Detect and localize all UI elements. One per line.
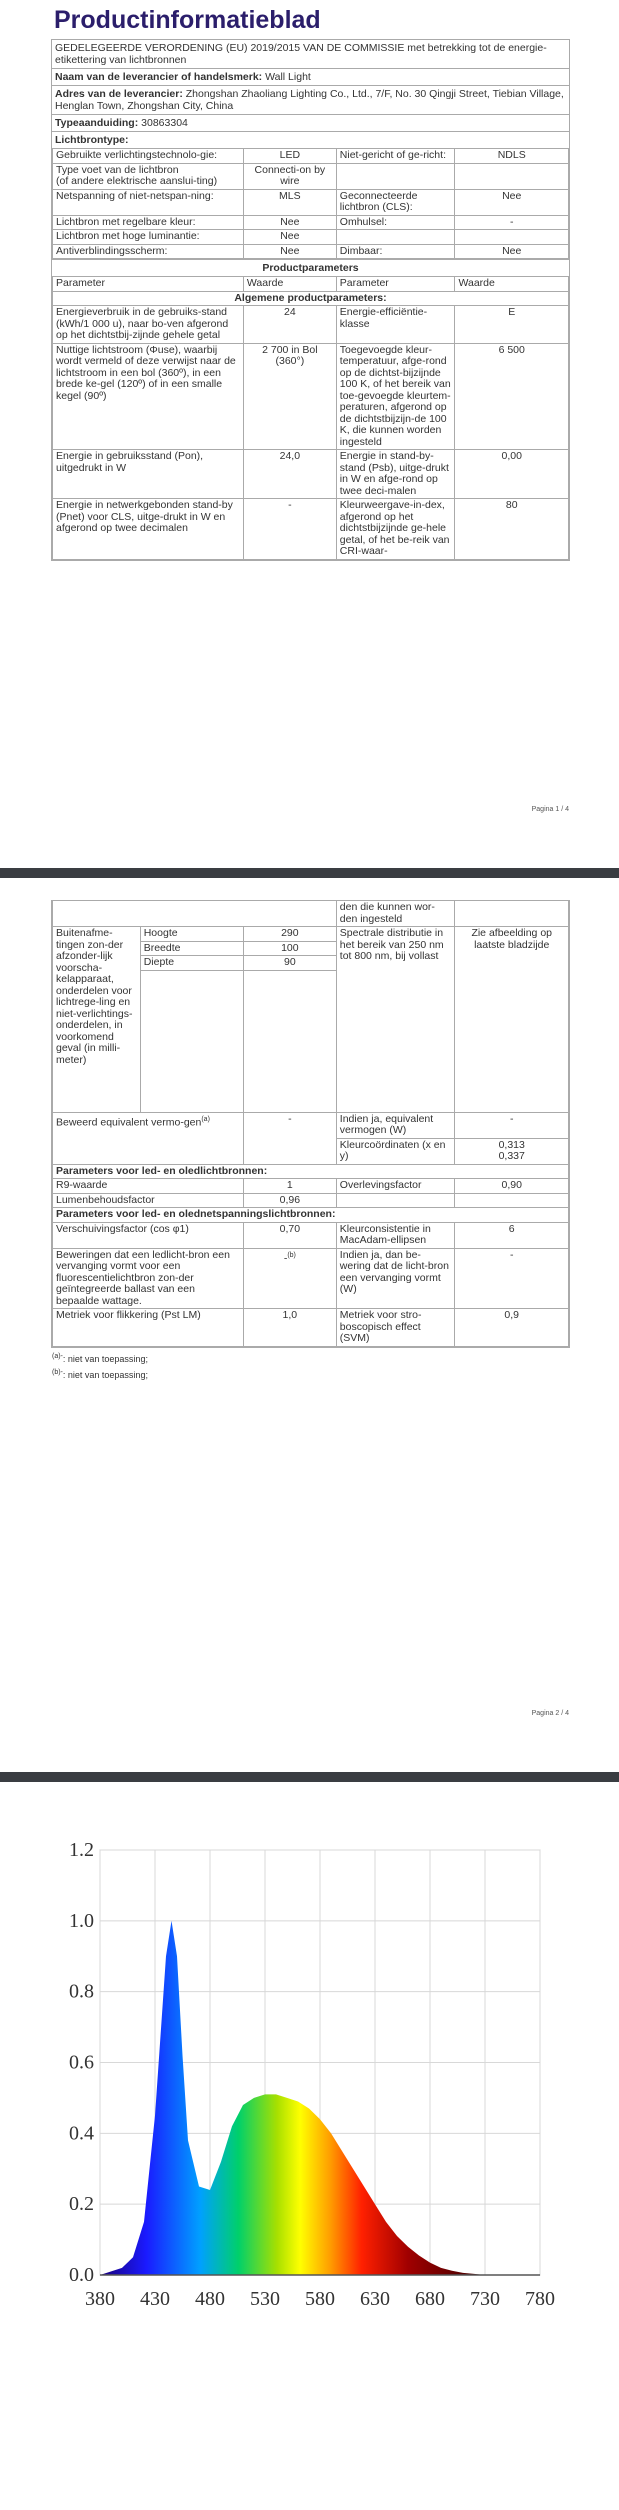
param-row: [53, 499, 569, 560]
replace-sup: (b): [287, 1251, 296, 1259]
model-row: [52, 114, 569, 131]
macadam-value: 6: [455, 1222, 569, 1248]
y-tick-label: 0.6: [69, 2051, 94, 2074]
dims-table: [52, 901, 569, 1347]
ls-cell-c: Omhulsel:: [336, 215, 455, 230]
info-table: [51, 39, 570, 561]
general-params-heading: Algemene productparameters:: [53, 291, 569, 306]
dim-value: 90: [243, 956, 336, 971]
spectrum-chart: [60, 1810, 560, 2330]
equiv2-label: Indien ja, equivalent vermogen (W): [336, 1112, 455, 1138]
address-label: Adres van de leverancier:: [55, 88, 183, 100]
ls-cell-c: Niet-gericht of ge-richt:: [336, 149, 455, 164]
ls-cell-c: [336, 230, 455, 245]
param-row: [53, 306, 569, 344]
param-cell-d: E: [455, 306, 569, 344]
dim-value: 100: [243, 941, 336, 956]
ls-row: [53, 230, 569, 245]
x-tick-label: 530: [250, 2288, 280, 2310]
r9-value: 1: [243, 1179, 336, 1194]
coord-value: 0,313 0,337: [455, 1138, 569, 1164]
param-header-row: [53, 277, 569, 292]
ls-cell-d: NDLS: [455, 149, 569, 164]
datasheet-page-2: [50, 900, 569, 1760]
ls-row: [53, 244, 569, 259]
param-cell-b: -: [243, 499, 336, 560]
ls-cell-c: [336, 163, 455, 189]
ls-cell-b: Nee: [243, 215, 336, 230]
equiv2-value: -: [455, 1112, 569, 1138]
param-cell-d: 0,00: [455, 450, 569, 499]
outer-dims-label: Buitenafme-tingen zon-der afzonder-lijk voorscha-kelapparaat, onderdelen voor lichtrege-ling en niet-verlichtings-onderdelen, in voorkomend geval (in milli-meter): [53, 927, 141, 1113]
dim-label: Breedte: [140, 941, 243, 956]
x-tick-label: 380: [85, 2288, 115, 2310]
param-cell-b: 2 700 in Bol (360°): [243, 343, 336, 450]
ls-row: [53, 189, 569, 215]
replace-label: Beweringen dat een ledlicht-bron een vervanging vormt voor een fluorescentielichtbron zon-der geïntegreerde ballast van een bepaalde wattage.: [53, 1248, 244, 1309]
y-tick-label: 0.4: [69, 2122, 94, 2145]
col-param: Parameter: [336, 277, 455, 292]
ls-row: [53, 163, 569, 189]
product-params-heading: Productparameters: [52, 259, 569, 276]
spectrum-svg: [60, 1810, 560, 2330]
note-a-mark: (a)-: [52, 1352, 63, 1360]
ls-cell-c: Dimbaar:: [336, 244, 455, 259]
col-value: Waarde: [243, 277, 336, 292]
param-cell-a: Energieverbruik in de gebruiks-stand (kWh/1 000 u), naar bo-ven afgerond op het dichtstbij-zijnde gehele getal: [53, 306, 244, 344]
page-footer: Pagina 2 / 4: [531, 1710, 569, 1717]
product-params-table: [52, 276, 569, 560]
page-separator: [0, 868, 619, 878]
note-a: : niet van toepassing;: [62, 1353, 148, 1364]
ls-cell-d: Nee: [455, 244, 569, 259]
y-tick-label: 0.0: [69, 2264, 94, 2286]
param-cell-c: Kleurweergave-in-dex, afgerond op het dichtstbijzijnde ge-hele getal, of het be-reik van CRI-waar-: [336, 499, 455, 560]
param-cell-c: Toegevoegde kleur-temperatuur, afge-rond op de dichtst-bijzijnde 100 K, of het bereik van toe-gevoegde kleurtem-peraturen, afgerond op de dichtstbijzijn-de 100 K, die kunnen worden ingesteld: [336, 343, 455, 450]
model-value: 30863304: [141, 117, 188, 129]
ls-cell-a: Lichtbron met regelbare kleur:: [53, 215, 244, 230]
svm-value: 0,9: [455, 1309, 569, 1347]
col-param: Parameter: [53, 277, 244, 292]
param-cell-b: 24: [243, 306, 336, 344]
page-title: Productinformatieblad: [54, 6, 321, 34]
ls-cell-b: Nee: [243, 244, 336, 259]
y-tick-label: 0.8: [69, 1980, 94, 2003]
ls-cell-d: -: [455, 215, 569, 230]
ls-cell-b: Connecti-on by wire: [243, 163, 336, 189]
ls-cell-a: Type voet van de lichtbron (of andere elektrische aanslui-ting): [53, 163, 244, 189]
model-label: Typeaanduiding:: [55, 117, 139, 129]
param-cell-d: 6 500: [455, 343, 569, 450]
replace2-label: Indien ja, dan be-wering dat de licht-bron een vervanging vormt (W): [336, 1248, 455, 1309]
survival-value: 0,90: [455, 1179, 569, 1194]
replace2-value: -: [455, 1248, 569, 1309]
ls-cell-a: Netspanning of niet-netspan-ning:: [53, 189, 244, 215]
address-value: Zhongshan Zhaoliang Lighting Co., Ltd., 7/F, No. 30 Qingji Street, Tiebian Village, Henglan Town, Zhongshan City, China: [55, 88, 564, 112]
y-tick-label: 0.2: [69, 2193, 94, 2216]
lumen-value: 0,96: [243, 1193, 336, 1208]
note-b: : niet van toepassing;: [62, 1369, 148, 1380]
pf-value: 0,70: [243, 1222, 336, 1248]
ls-cell-a: Lichtbron met hoge luminantie:: [53, 230, 244, 245]
ls-cell-d: [455, 163, 569, 189]
pf-label: Verschuivingsfactor (cos φ1): [53, 1222, 244, 1248]
param-cell-c: Energie in stand-by-stand (Psb), uitge-drukt in W en afge-rond op twee deci-malen: [336, 450, 455, 499]
replace-value: -: [283, 1252, 288, 1264]
x-tick-label: 480: [195, 2288, 225, 2310]
x-tick-label: 780: [525, 2288, 555, 2310]
param-cell-a: Energie in gebruiksstand (Pon), uitgedrukt in W: [53, 450, 244, 499]
equiv-value: -: [243, 1112, 336, 1164]
datasheet-page-1: [50, 0, 569, 860]
address-row: [52, 85, 569, 114]
info-table-continued: [51, 900, 570, 1348]
r9-label: R9-waarde: [53, 1179, 244, 1194]
spectral-value: Zie afbeelding op laatste bladzijde: [455, 927, 569, 1113]
param-cell-d: 80: [455, 499, 569, 560]
ls-cell-b: MLS: [243, 189, 336, 215]
supplier-label: Naam van de leverancier of handelsmerk:: [55, 71, 263, 83]
lightsource-type-label: Lichtbrontype:: [52, 131, 569, 148]
ls-cell-a: Gebruikte verlichtingstechnolo-gie:: [53, 149, 244, 164]
x-tick-label: 730: [470, 2288, 500, 2310]
ls-cell-d: [455, 230, 569, 245]
ls-cell-a: Antiverblindingsscherm:: [53, 244, 244, 259]
param-row: [53, 450, 569, 499]
ls-cell-b: LED: [243, 149, 336, 164]
y-tick-label: 1.0: [69, 1909, 94, 1932]
flicker-label: Metriek voor flikkering (Pst LM): [53, 1309, 244, 1347]
flicker-value: 1,0: [243, 1309, 336, 1347]
dim-value: 290: [243, 927, 336, 942]
ls-row: [53, 215, 569, 230]
ls-row: [53, 149, 569, 164]
led-params-heading: Parameters voor led- en oledlichtbronnen:: [53, 1164, 569, 1179]
equiv-label: Beweerd equivalent vermo-gen: [56, 1116, 202, 1128]
macadam-label: Kleurconsistentie in MacAdam-ellipsen: [336, 1222, 455, 1248]
param-cell-a: Nuttige lichtstroom (Φuse), waarbij wordt vermeld of deze verwijst naar de lichtstroom in een bol (360º), in een brede ke-gel (120º) of in een smalle kegel (90º): [53, 343, 244, 450]
equiv-sup: (a): [201, 1115, 210, 1123]
supplier-row: [52, 68, 569, 85]
param-cell-b: 24,0: [243, 450, 336, 499]
mains-params-heading: Parameters voor led- en olednetspanningslichtbronnen:: [53, 1208, 569, 1223]
param-row: [53, 343, 569, 450]
dim-label: Diepte: [140, 956, 243, 971]
lumen-label: Lumenbehoudsfactor: [53, 1193, 244, 1208]
page-footer: Pagina 1 / 4: [531, 806, 569, 813]
dim-label: Hoogte: [140, 927, 243, 942]
x-tick-label: 680: [415, 2288, 445, 2310]
x-tick-label: 580: [305, 2288, 335, 2310]
regulation-text: GEDELEGEERDE VERORDENING (EU) 2019/2015 VAN DE COMMISSIE met betrekking tot de energie-etikettering van lichtbronnen: [55, 42, 547, 66]
param-cell-c: Energie-efficiëntie-klasse: [336, 306, 455, 344]
lightsource-table: [52, 148, 569, 259]
ls-cell-c: Geconnecteerde lichtbron (CLS):: [336, 189, 455, 215]
ls-cell-b: Nee: [243, 230, 336, 245]
note-b-mark: (b)-: [52, 1368, 63, 1376]
supplier-value: Wall Light: [265, 71, 311, 83]
x-tick-label: 430: [140, 2288, 170, 2310]
cri-continued: den die kunnen wor-den ingesteld: [336, 901, 455, 927]
param-cell-a: Energie in netwerkgebonden stand-by (Pnet) voor CLS, uitge-drukt in W en afgerond op twee decimalen: [53, 499, 244, 560]
survival-label: Overlevingsfactor: [336, 1179, 455, 1194]
spectral-label: Spectrale distributie in het bereik van 250 nm tot 800 nm, bij vollast: [336, 927, 455, 1113]
y-tick-label: 1.2: [69, 1839, 94, 1861]
col-value: Waarde: [455, 277, 569, 292]
svm-label: Metriek voor stro-boscopisch effect (SVM): [336, 1309, 455, 1347]
page-separator: [0, 1772, 619, 1782]
ls-cell-d: Nee: [455, 189, 569, 215]
x-tick-label: 630: [360, 2288, 390, 2310]
footnotes: [52, 1350, 569, 1382]
coord-label: Kleurcoördinaten (x en y): [336, 1138, 455, 1164]
